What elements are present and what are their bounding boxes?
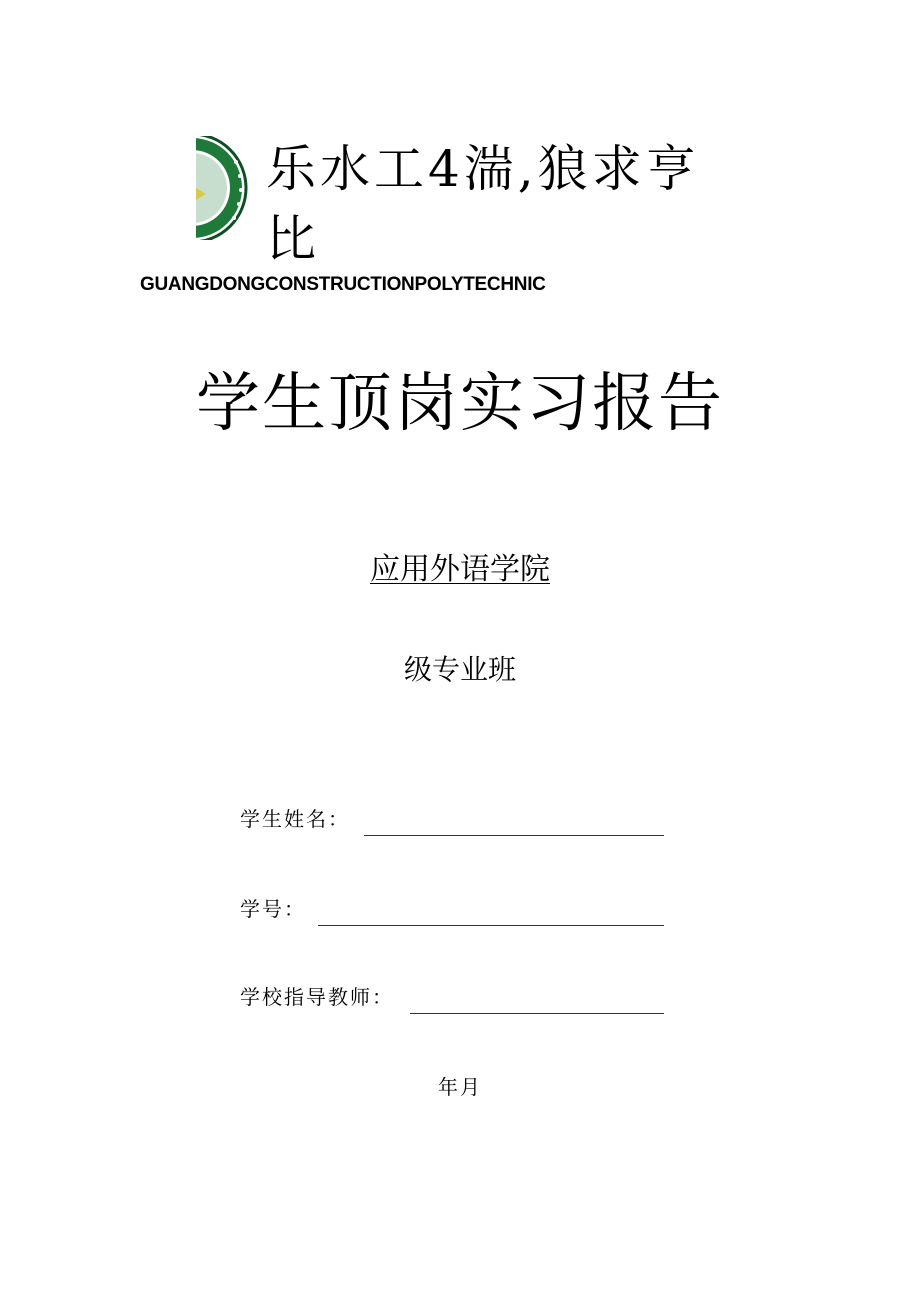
advisor-underline [410, 1013, 664, 1014]
class-line: 级专业班 [403, 653, 516, 686]
college-name-text: 应用外语学院 [370, 552, 550, 587]
school-seal-logo [196, 136, 248, 240]
student-name-label: 学生姓名： [240, 807, 350, 831]
advisor-field[interactable] [240, 982, 664, 1012]
advisor-label: 学校指导教师： [240, 985, 394, 1009]
student-name-underline [364, 835, 664, 836]
student-id-field[interactable] [240, 894, 664, 924]
student-name-field[interactable] [240, 804, 664, 834]
college-name [0, 550, 920, 590]
student-id-underline [318, 925, 664, 926]
school-name-en: GUANGDONGCONSTRUCTIONPOLYTECHNIC [140, 274, 546, 295]
date-line: 年月 [438, 1075, 482, 1099]
seal-icon [196, 136, 248, 240]
student-id-label: 学号： [240, 897, 306, 921]
school-name-cn-line2: 比 [266, 210, 316, 268]
school-name-cn-line1: 乐水工4湍,狼求亨 [266, 140, 700, 198]
report-title: 学生顶岗实习报告 [196, 367, 724, 441]
